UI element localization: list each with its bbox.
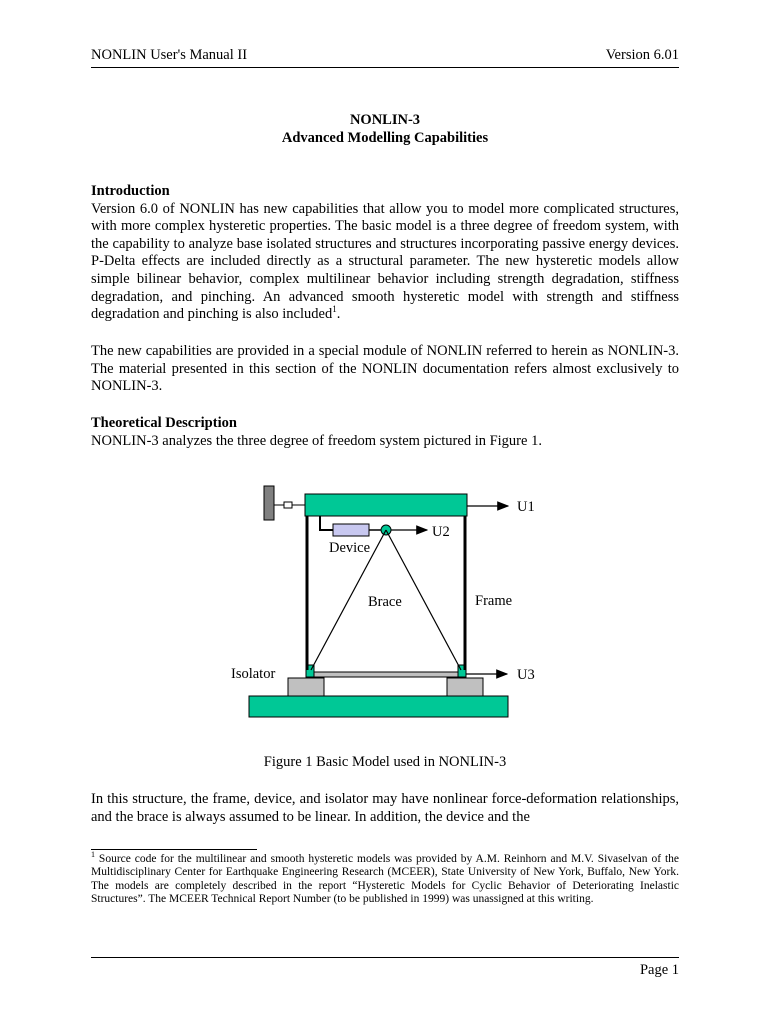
footnote-rule (91, 849, 257, 850)
introduction-heading: Introduction (91, 183, 170, 199)
intro-para1-text: Version 6.0 of NONLIN has new capabilities that allow you to model more complicated structures, with more complex hysteretic properties. The basic model is a three degree of freedom system, with the capability to analyze base isolated structures and structures incorporating passive energy devices. P-Delta effects are included directly as a structural parameter. The new hysteretic models allow simple bilinear behavior, complex multilinear behavior including strength degradation, stiffness degradation, and pinching. An advanced smooth hysteretic model with strength and stiffness degradation and pinching is also included (91, 200, 679, 323)
right-pedestal (447, 678, 483, 696)
label-device: Device (329, 540, 371, 556)
document-title (91, 111, 679, 147)
footnote-ref[interactable]: 1 (332, 304, 337, 315)
label-u3: U3 (517, 667, 535, 683)
figure-1 (220, 478, 550, 723)
introduction-paragraph-1 (91, 201, 679, 324)
theory-heading: Theoretical Description (91, 415, 237, 431)
device-link (320, 516, 333, 530)
wall-support (264, 486, 274, 520)
label-frame: Frame (475, 593, 513, 609)
intro-para1-end: . (336, 306, 341, 323)
footnote-text: Source code for the multilinear and smooth hysteretic models was provided by A.M. Reinhorn and M.V. Sivaselvan of the Multidisciplinary Center for Earthquake Engineering Research (MCEER), State University of New York, Buffalo, New York. The models are completely described in the report “Hysteretic Models for Cyclic Behavior of Deteriorating Inelastic Structures”. The MCEER Technical Report Number (to be published in 1999) was unassigned at this writing. (91, 853, 679, 906)
label-u1: U1 (517, 499, 535, 515)
page-number: Page 1 (639, 962, 679, 978)
basic-model-diagram (220, 478, 550, 723)
footnote-1 (91, 850, 679, 907)
label-u2: U2 (432, 524, 450, 540)
figure-1-caption: Figure 1 Basic Model used in NONLIN-3 (263, 754, 507, 770)
ground-base (249, 696, 508, 717)
header-version: Version 6.01 (605, 47, 679, 63)
title-line-2: Advanced Modelling Capabilities (281, 130, 489, 146)
theory-section (91, 415, 679, 450)
theory-paragraph-1: NONLIN-3 analyzes the three degree of freedom system pictured in Figure 1. (91, 432, 542, 449)
wall-connector (284, 502, 292, 508)
header-manual-title: NONLIN User's Manual II (91, 47, 248, 63)
label-isolator: Isolator (231, 666, 276, 682)
introduction-paragraph-2: The new capabilities are provided in a special module of NONLIN referred to herein as NONLIN-3. The material presented in this section of the NONLIN documentation refers almost exclusively to NONLIN-3. (91, 343, 679, 395)
label-brace: Brace (368, 594, 402, 610)
introduction-section (91, 183, 679, 324)
bottom-beam (308, 672, 464, 677)
left-pedestal (288, 678, 324, 696)
footnote-number: 1 (91, 850, 95, 860)
title-line-1: NONLIN-3 (349, 112, 421, 128)
device (333, 524, 369, 536)
after-figure-paragraph: In this structure, the frame, device, and isolator may have nonlinear force-deformation relationships, and the brace is always assumed to be linear. In addition, the device and the (91, 791, 679, 825)
header-rule (91, 67, 679, 68)
top-beam (305, 494, 467, 516)
footer-rule (91, 957, 679, 958)
